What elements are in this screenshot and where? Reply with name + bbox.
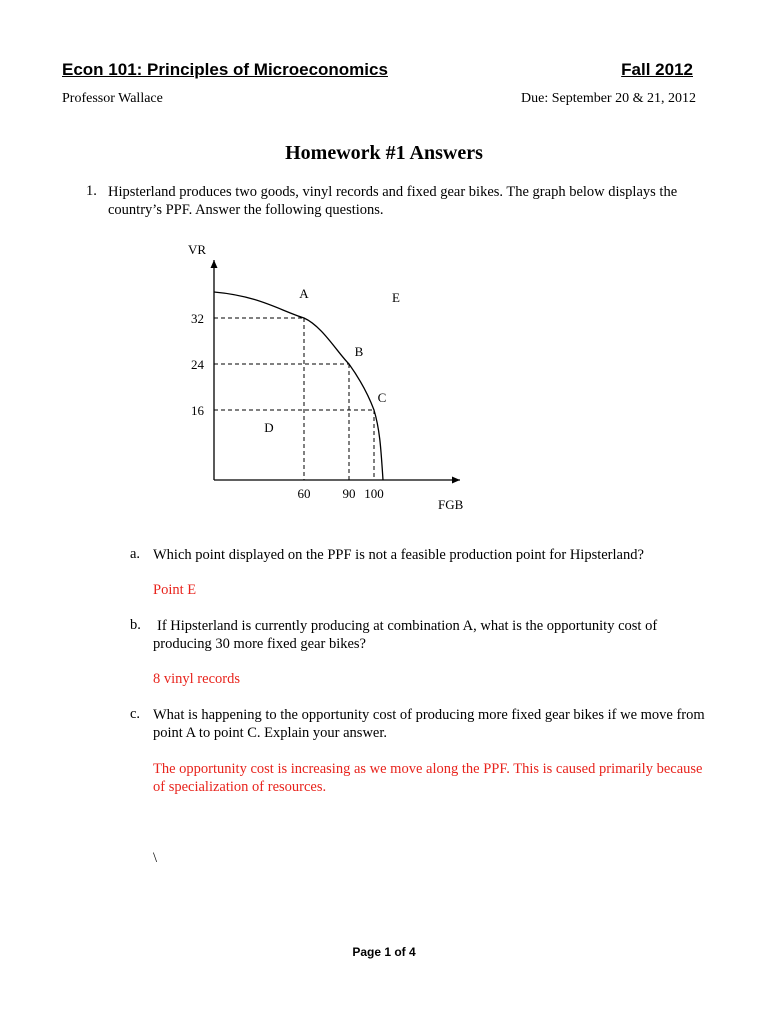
- page-title: Homework #1 Answers: [285, 142, 483, 164]
- y-tick-label-32: 32: [191, 311, 204, 326]
- part-c-letter: c.: [130, 706, 141, 722]
- part-c-question: What is happening to the opportunity cost of producing more fixed gear bikes if we move from point A to point C. Explain your answer.: [153, 707, 705, 741]
- part-a-answer: Point E: [153, 582, 197, 598]
- due-date: Due: September 20 & 21, 2012: [521, 91, 696, 106]
- point-label-C: C: [377, 390, 387, 405]
- x-axis-label: FGB: [438, 497, 464, 512]
- question-number: 1.: [86, 183, 97, 199]
- part-a-question: Which point displayed on the PPF is not a feasible production point for Hipsterland?: [153, 547, 644, 563]
- term-label: Fall 2012: [621, 60, 693, 79]
- y-axis-label: VR: [188, 242, 207, 257]
- y-axis-arrow: [211, 260, 218, 268]
- part-b-letter: b.: [130, 617, 141, 633]
- ppf-curve: [214, 292, 383, 480]
- point-label-E: E: [392, 289, 400, 305]
- page-footer: Page 1 of 4: [352, 945, 416, 959]
- point-label-D: D: [264, 419, 274, 435]
- chart-layer: [188, 242, 464, 512]
- stray-mark: \: [153, 850, 158, 866]
- question-text: Hipsterland produces two goods, vinyl records and fixed gear bikes. The graph below displays the country’s PPF. Answer the following questions.: [108, 184, 678, 218]
- y-tick-label-16: 16: [191, 403, 204, 418]
- part-a-letter: a.: [130, 546, 141, 562]
- part-c-answer: The opportunity cost is increasing as we move along the PPF. This is caused primarily because of specialization of resources.: [153, 761, 703, 795]
- x-axis-arrow: [452, 477, 460, 484]
- course-title: Econ 101: Principles of Microeconomics: [62, 60, 388, 79]
- x-tick-label-60: 60: [297, 486, 311, 501]
- point-label-A: A: [299, 286, 309, 301]
- x-tick-label-90: 90: [342, 486, 356, 501]
- professor-name: Professor Wallace: [62, 91, 163, 106]
- y-tick-label-24: 24: [191, 357, 204, 372]
- part-b-answer: 8 vinyl records: [153, 671, 240, 687]
- point-label-B: B: [354, 344, 364, 359]
- part-b-question: If Hipsterland is currently producing at combination A, what is the opportunity cost of producing 30 more fixed gear bikes?: [153, 618, 658, 652]
- x-tick-label-100: 100: [364, 486, 384, 501]
